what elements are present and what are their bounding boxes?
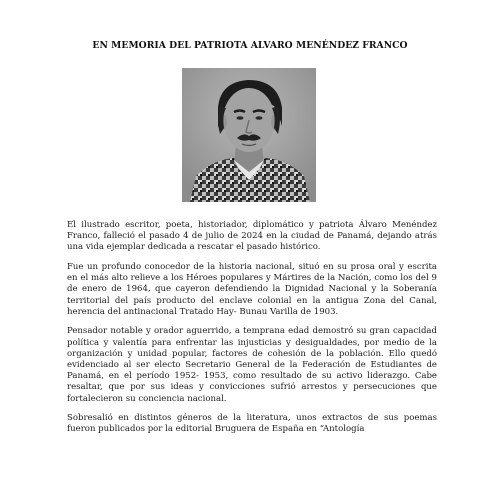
body-paragraph: Sobresalió en distintos géneros de la literatura, unos extractos de sus poemas fueron publicados por la editorial Bruguera de España en “Antología [67, 413, 437, 435]
portrait-photo [182, 68, 316, 202]
body-paragraph: Pensador notable y orador aguerrido, a temprana edad demostró su gran capacidad política y valentía para enfrentar las injusticias y desigualdades, por medio de la organización y unidad popular, factores de cohesión de la población. Ello quedó evidenciado al ser electo Secretario General de la Federación de Estudiantes de Panamá, en el período 1952- 1953, como resultado de su activo liderazgo. Cabe resaltar, que por sus ideas y convicciones sufrió arrestos y persecuciones que fortalecieron su conciencia nacional. [67, 326, 437, 404]
document-title: EN MEMORIA DEL PATRIOTA ALVARO MENÉNDEZ FRANCO [92, 40, 408, 51]
body-paragraph: Fue un profundo conocedor de la historia nacional, situó en su prosa oral y escrita en el más alto relieve a los Héroes populares y Mártires de la Nación, como los del 9 de enero de 1964, que cayeron defendiendo la Dignidad Nacional y la Soberanía territorial del país producto del enclave colonial en la antigua Zona del Canal, herencia del antinacional Tratado Hay- Bunau Varilla de 1903. [67, 262, 437, 317]
document-body [67, 220, 437, 444]
body-paragraph: El ilustrado escritor, poeta, historiador, diplomático y patriota Álvaro Menéndez Franco, falleció el pasado 4 de julio de 2024 en la ciudad de Panamá, dejando atrás una vida ejemplar dedicada a rescatar el pasado histórico. [67, 220, 437, 253]
